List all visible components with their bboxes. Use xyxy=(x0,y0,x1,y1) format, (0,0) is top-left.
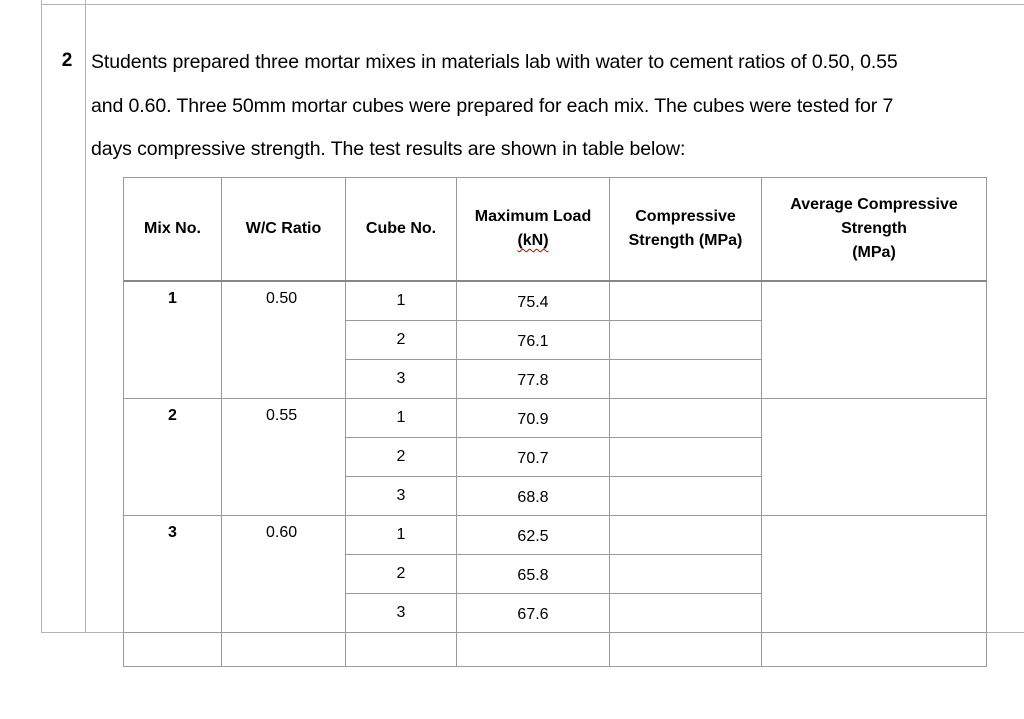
cube-number-cell: 2 xyxy=(346,438,457,477)
header-wc-ratio: W/C Ratio xyxy=(222,178,346,282)
results-table xyxy=(123,177,987,667)
header-maximum-load-unit: (kN) xyxy=(517,232,549,249)
mix-number-cell: 1 xyxy=(124,281,222,399)
empty-cell xyxy=(346,633,457,667)
max-load-cell: 62.5 xyxy=(457,516,610,555)
table-row xyxy=(124,281,987,321)
max-load-cell: 77.8 xyxy=(457,360,610,399)
cube-number-cell: 3 xyxy=(346,594,457,633)
average-strength-cell[interactable] xyxy=(762,516,987,633)
compressive-strength-cell[interactable] xyxy=(610,594,762,633)
header-maximum-load-line1: Maximum Load xyxy=(474,208,592,225)
header-average-line2: Strength xyxy=(841,220,907,237)
wc-ratio-cell: 0.60 xyxy=(222,516,346,633)
cube-number-cell: 2 xyxy=(346,321,457,360)
empty-cell xyxy=(457,633,610,667)
mix-number-cell: 3 xyxy=(124,516,222,633)
empty-cell xyxy=(610,633,762,667)
average-strength-cell[interactable] xyxy=(762,399,987,516)
max-load-cell: 75.4 xyxy=(457,281,610,321)
compressive-strength-cell[interactable] xyxy=(610,555,762,594)
empty-cell xyxy=(762,633,987,667)
compressive-strength-cell[interactable] xyxy=(610,321,762,360)
header-average-line1: Average Compressive xyxy=(790,196,958,213)
frame-left-border xyxy=(41,0,42,633)
wc-ratio-cell: 0.50 xyxy=(222,281,346,399)
max-load-cell: 68.8 xyxy=(457,477,610,516)
cube-number-cell: 1 xyxy=(346,399,457,438)
average-strength-cell[interactable] xyxy=(762,281,987,399)
header-average-line3: (MPa) xyxy=(852,244,896,261)
cube-number-cell: 1 xyxy=(346,281,457,321)
header-compressive-strength xyxy=(610,178,762,282)
max-load-cell: 67.6 xyxy=(457,594,610,633)
header-maximum-load xyxy=(457,178,610,282)
frame-column-divider xyxy=(85,0,86,633)
table-row xyxy=(124,516,987,555)
header-mix-no: Mix No. xyxy=(124,178,222,282)
header-cube-no: Cube No. xyxy=(346,178,457,282)
empty-cell xyxy=(222,633,346,667)
cube-number-cell: 3 xyxy=(346,360,457,399)
question-text-line-1: Students prepared three mortar mixes in materials lab with water to cement ratios of 0.50, 0.55 xyxy=(91,51,898,73)
frame-top-border xyxy=(41,4,1024,5)
table-row xyxy=(124,399,987,438)
max-load-cell: 70.9 xyxy=(457,399,610,438)
compressive-strength-cell[interactable] xyxy=(610,360,762,399)
cube-number-cell: 1 xyxy=(346,516,457,555)
wc-ratio-cell: 0.55 xyxy=(222,399,346,516)
question-text-line-3: days compressive strength. The test results are shown in table below: xyxy=(91,138,686,160)
question-number: 2 xyxy=(61,50,73,71)
max-load-cell: 76.1 xyxy=(457,321,610,360)
compressive-strength-cell[interactable] xyxy=(610,281,762,321)
compressive-strength-cell[interactable] xyxy=(610,477,762,516)
question-text-line-2: and 0.60. Three 50mm mortar cubes were prepared for each mix. The cubes were tested for 7 xyxy=(91,95,894,117)
mix-number-cell: 2 xyxy=(124,399,222,516)
max-load-cell: 70.7 xyxy=(457,438,610,477)
header-row xyxy=(124,178,987,282)
empty-table-row xyxy=(124,633,987,667)
header-compressive-strength-line1: Compressive xyxy=(635,208,736,225)
compressive-strength-cell[interactable] xyxy=(610,438,762,477)
compressive-strength-cell[interactable] xyxy=(610,516,762,555)
compressive-strength-cell[interactable] xyxy=(610,399,762,438)
max-load-cell: 65.8 xyxy=(457,555,610,594)
header-average-compressive-strength xyxy=(762,178,987,282)
header-compressive-strength-line2: Strength (MPa) xyxy=(628,232,743,249)
cube-number-cell: 2 xyxy=(346,555,457,594)
empty-cell xyxy=(124,633,222,667)
cube-number-cell: 3 xyxy=(346,477,457,516)
